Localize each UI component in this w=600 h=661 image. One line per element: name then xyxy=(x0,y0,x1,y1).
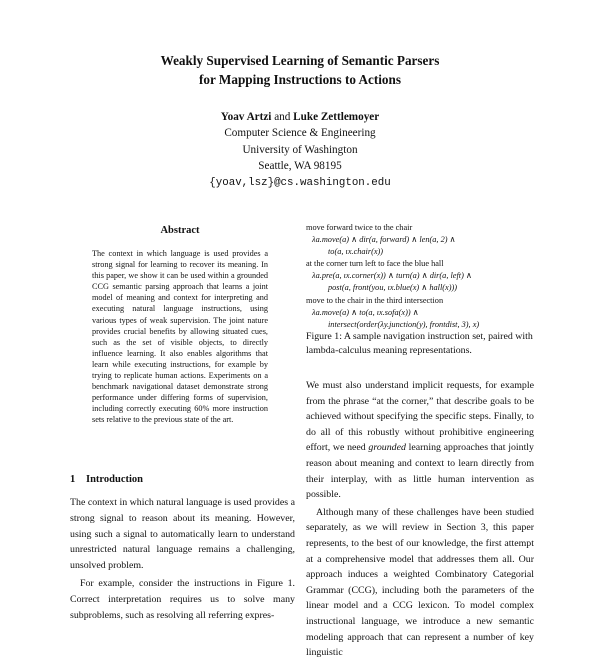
introduction-text xyxy=(70,495,295,623)
logical-form-line: to(a, ιx.chair(x)) xyxy=(328,247,384,257)
author-connector: and xyxy=(274,111,291,123)
author-email: {yoav,lsz}@cs.washington.edu xyxy=(209,176,391,189)
right-paragraph-1-end: learning approaches that jointly reason about meaning and context to learn directly from their interplay, with as little human intervention as possible. xyxy=(306,442,534,501)
right-paragraph-1-start: We must also understand implicit requests, for example from the phrase “at the corner,” that describe goals to be achieved without specifying the specific steps. Finally, to do all of this robustly without prohibitive engineering effort, we need xyxy=(306,380,534,454)
author-2: Luke Zettlemoyer xyxy=(293,111,380,123)
right-paragraph-1 xyxy=(306,378,534,503)
author-department: Computer Science & Engineering xyxy=(224,127,376,140)
instruction-line: move to the chair in the third intersection xyxy=(306,295,444,305)
logical-form-line: post(a, front(you, ιx.blue(x) ∧ hall(x))) xyxy=(328,283,458,293)
emphasis-grounded: grounded xyxy=(368,442,406,454)
author-names xyxy=(0,109,600,125)
section-heading xyxy=(70,474,143,485)
title-line-2: for Mapping Instructions to Actions xyxy=(199,72,401,87)
abstract-text: The context in which language is used provides a strong signal for learning to recover its meaning. In this paper, we show it can be used within a grounded CCG semantic parsing approach that learns a joint model of meaning and context for interpreting and executing natural language instructions, using various types of weak supervision. The joint nature provides crucial benefits by allowing situated cues, such as the set of visible objects, to directly influence learning. It also enables algorithms that learn while executing instructions, for example by trying to replicate human actions. Experiments on a benchmark navigational dataset demonstrate strong performance under differing forms of supervision, including correctly executing 60% more instruction sets relative to the previous state of the art. xyxy=(92,249,268,425)
instruction-line: at the corner turn left to face the blue hall xyxy=(306,259,444,269)
figure-1 xyxy=(306,222,536,331)
logical-form-line: λa.move(a) ∧ dir(a, forward) ∧ len(a, 2) ∧ xyxy=(312,235,456,245)
paper-title xyxy=(0,51,600,89)
abstract-heading: Abstract xyxy=(160,225,200,236)
author-1: Yoav Artzi xyxy=(220,111,272,123)
intro-paragraph-1: The context in which natural language is used provides a strong signal to reason about its meaning. However, using such a signal to automatically learn to understand unrestricted natural language remains a challenging, unsolved problem. xyxy=(70,497,295,572)
instruction-line: move forward twice to the chair xyxy=(306,223,413,232)
figure-caption: Figure 1: A sample navigation instruction set, paired with lambda-calculus meaning representations. xyxy=(306,331,533,357)
logical-form-line: λa.move(a) ∧ to(a, ιx.sofa(x)) ∧ xyxy=(312,307,419,317)
section-number: 1 xyxy=(70,474,76,485)
title-line-1: Weakly Supervised Learning of Semantic Parsers xyxy=(160,53,440,68)
intro-paragraph-2: For example, consider the instructions in Figure 1. Correct interpretation requires us to solve many subproblems, such as resolving all referring expres- xyxy=(70,577,295,621)
author-university: University of Washington xyxy=(242,143,358,156)
author-block xyxy=(0,109,600,191)
author-location: Seattle, WA 98195 xyxy=(258,160,342,173)
logical-form-line: intersect(order(λy.junction(y), frontdist, 3), x) xyxy=(328,319,480,329)
right-column-text xyxy=(306,378,534,661)
right-paragraph-2: Although many of these challenges have been studied separately, as we will review in Section 3, this paper represents, to the best of our knowledge, the first attempt at a comprehensive model that addresses them all. Our approach induces a weighted Combinatory Categorial Grammar (CCG), including both the parameters of the linear model and a CCG lexicon. To model complex instructional language, we introduce a new semantic modeling approach that can represent a number of key linguistic xyxy=(306,506,534,659)
logical-form-line: λa.pre(a, ιx.corner(x)) ∧ turn(a) ∧ dir(a, left) ∧ xyxy=(312,271,472,281)
section-title: Introduction xyxy=(86,474,143,485)
